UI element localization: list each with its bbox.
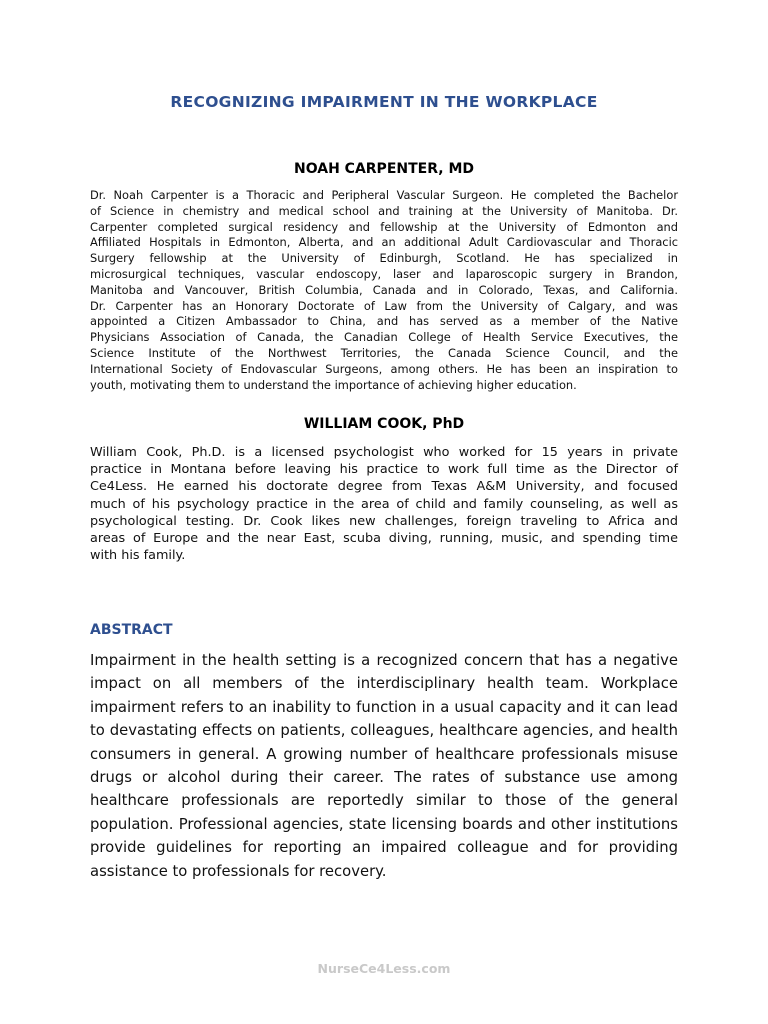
bio-line: Surgery fellowship at the University of Edinburgh, Scotland. He has specialized in: [90, 251, 678, 266]
abstract-line: impairment refers to an inability to function in a usual capacity and it can lead: [90, 698, 678, 716]
bio-line: microsurgical techniques, vascular endoscopy, laser and laparoscopic surgery in Brandon,: [90, 266, 678, 281]
bio-line: psychological testing. Dr. Cook likes new challenges, foreign traveling to Africa and: [90, 513, 678, 529]
bio-line: Manitoba and Vancouver, British Columbia, Canada and in Colorado, Texas, and California.: [90, 282, 678, 297]
footer-site-name: NurseCe4Less.com: [317, 961, 451, 976]
bio-line: Dr. Carpenter has an Honorary Doctorate of Law from the University of Calgary, and was: [90, 298, 678, 313]
abstract-line: consumers in general. A growing number of healthcare professionals misuse: [90, 745, 678, 763]
bio-line: of Science in chemistry and medical school and training at the University of Manitoba. Dr.: [90, 203, 678, 218]
bio-line: appointed a Citizen Ambassador to China, and has served as a member of the Native: [90, 314, 678, 329]
bio-line: youth, motivating them to understand the importance of achieving higher education.: [90, 377, 577, 392]
abstract-line: to devastating effects on patients, colleagues, healthcare agencies, and health: [90, 722, 678, 740]
bio-line: areas of Europe and the near East, scuba diving, running, music, and spending time: [90, 531, 678, 547]
bio-line: Dr. Noah Carpenter is a Thoracic and Peripheral Vascular Surgeon. He completed the Bachelor: [90, 188, 678, 202]
abstract-line: drugs or alcohol during their career. The rates of substance use among: [90, 769, 678, 787]
bio-line: Carpenter completed surgical residency and fellowship at the University of Edmonton and: [90, 219, 678, 234]
document-title: RECOGNIZING IMPAIRMENT IN THE WORKPLACE: [170, 93, 598, 111]
bio-line: practice in Montana before leaving his practice to work full time as the Director of: [90, 462, 678, 478]
bio-line: Ce4Less. He earned his doctorate degree from Texas A&M University, and focused: [90, 479, 678, 495]
bio-line: Science Institute of the Northwest Territories, the Canada Science Council, and the: [90, 345, 678, 360]
bio-line: much of his psychology practice in the area of child and family counseling, as well as: [90, 496, 678, 512]
abstract-heading: ABSTRACT: [90, 622, 173, 638]
abstract-line: assistance to professionals for recovery.: [90, 862, 387, 880]
abstract-line: healthcare professionals are reportedly similar to those of the general: [90, 792, 678, 810]
author-bio-cook: [90, 444, 678, 564]
bio-line: with his family.: [90, 548, 186, 564]
bio-line: William Cook, Ph.D. is a licensed psychologist who worked for 15 years in private: [90, 445, 678, 460]
abstract-line: impact on all members of the interdisciplinary health team. Workplace: [90, 675, 678, 693]
author-name-carpenter: NOAH CARPENTER, MD: [294, 161, 474, 177]
abstract-body: [90, 649, 678, 883]
abstract-line: Impairment in the health setting is a recognized concern that has a negative: [90, 652, 678, 669]
abstract-line: population. Professional agencies, state licensing boards and other institutions: [90, 815, 678, 833]
bio-line: International Society of Endovascular Surgeons, among others. He has been an inspiration to: [90, 361, 678, 376]
bio-line: Physicians Association of Canada, the Canadian College of Health Service Executives, the: [90, 330, 678, 345]
bio-line: Affiliated Hospitals in Edmonton, Alberta, and an additional Adult Cardiovascular and Thoracic: [90, 235, 678, 250]
author-name-cook: WILLIAM COOK, PhD: [303, 416, 465, 432]
author-bio-carpenter: [90, 188, 678, 393]
abstract-line: provide guidelines for reporting an impaired colleague and for providing: [90, 839, 678, 857]
